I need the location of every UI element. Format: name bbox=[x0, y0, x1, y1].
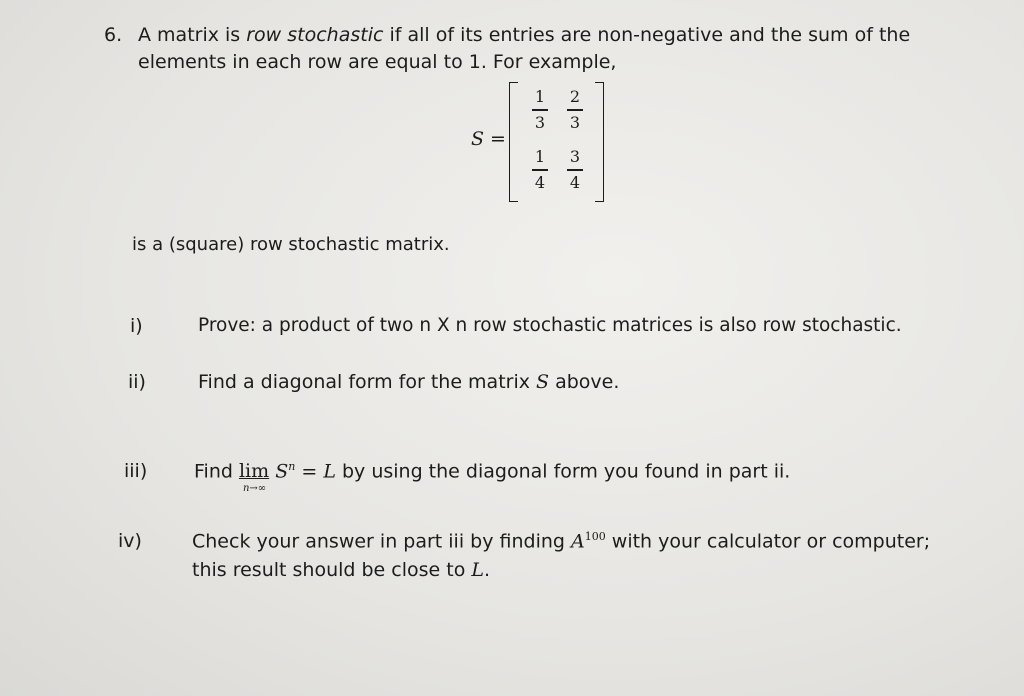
numerator: 2 bbox=[569, 87, 581, 106]
matrix-right-bracket bbox=[595, 82, 604, 202]
denominator: 3 bbox=[534, 112, 546, 132]
part-iv-line2-before: this result should be close to bbox=[192, 559, 472, 581]
power-n: n bbox=[288, 460, 296, 473]
part-iv-text-after: with your calculator or computer; bbox=[605, 530, 931, 553]
part-iii-text bbox=[194, 460, 791, 495]
numerator: 3 bbox=[569, 147, 581, 166]
part-iv-label: iv) bbox=[118, 530, 142, 552]
denominator: 4 bbox=[569, 172, 581, 192]
intro-text-2: if all of its entries are non-negative and the sum of the bbox=[383, 24, 911, 46]
part-iv-line2 bbox=[192, 559, 490, 581]
matrix-entry-2-1 bbox=[530, 148, 550, 192]
part-iii-find: Find bbox=[194, 460, 239, 483]
part-ii-label: ii) bbox=[128, 371, 146, 393]
symbol-l: L bbox=[471, 559, 484, 581]
after-matrix-text: is a (square) row stochastic matrix. bbox=[132, 234, 450, 255]
symbol-s: S bbox=[536, 371, 550, 393]
part-i-label: i) bbox=[130, 315, 143, 337]
denominator: 4 bbox=[534, 172, 546, 192]
numerator: 1 bbox=[534, 87, 546, 106]
numerator: 1 bbox=[534, 147, 546, 166]
denominator: 3 bbox=[569, 112, 581, 132]
limit-expression bbox=[238, 460, 270, 495]
matrix-entry-2-2 bbox=[565, 148, 585, 192]
symbol-a: A bbox=[571, 530, 585, 553]
problem-intro bbox=[138, 24, 910, 46]
part-i-text: Prove: a product of two n X n row stochastic matrices is also row stochastic. bbox=[198, 315, 902, 336]
problem-number: 6. bbox=[104, 24, 123, 46]
part-ii-text-after: above. bbox=[549, 371, 620, 393]
matrix-label: S = bbox=[471, 128, 506, 150]
matrix-entry-1-2 bbox=[565, 88, 585, 132]
lim-subscript: n→∞ bbox=[242, 483, 267, 495]
intro-term: row stochastic bbox=[246, 24, 384, 46]
part-iv-text-before: Check your answer in part iii by finding bbox=[192, 530, 571, 553]
part-iv-line1 bbox=[192, 530, 930, 552]
part-iv-line2-after: . bbox=[484, 559, 491, 581]
part-ii-text-before: Find a diagonal form for the matrix bbox=[198, 371, 537, 393]
matrix-entry-1-1 bbox=[530, 88, 550, 132]
part-iii-label: iii) bbox=[124, 460, 148, 482]
intro-text-1: A matrix is bbox=[138, 24, 247, 46]
lim-word: lim bbox=[238, 460, 270, 483]
equals: = bbox=[295, 460, 324, 483]
symbol-s: S bbox=[275, 460, 289, 483]
matrix-left-bracket bbox=[509, 82, 518, 202]
power-100: 100 bbox=[584, 530, 606, 543]
symbol-l: L bbox=[323, 460, 336, 483]
problem-intro-line2: elements in each row are equal to 1. For example, bbox=[138, 51, 617, 73]
part-ii-text bbox=[198, 371, 619, 393]
part-iii-rest: by using the diagonal form you found in part ii. bbox=[335, 460, 791, 483]
